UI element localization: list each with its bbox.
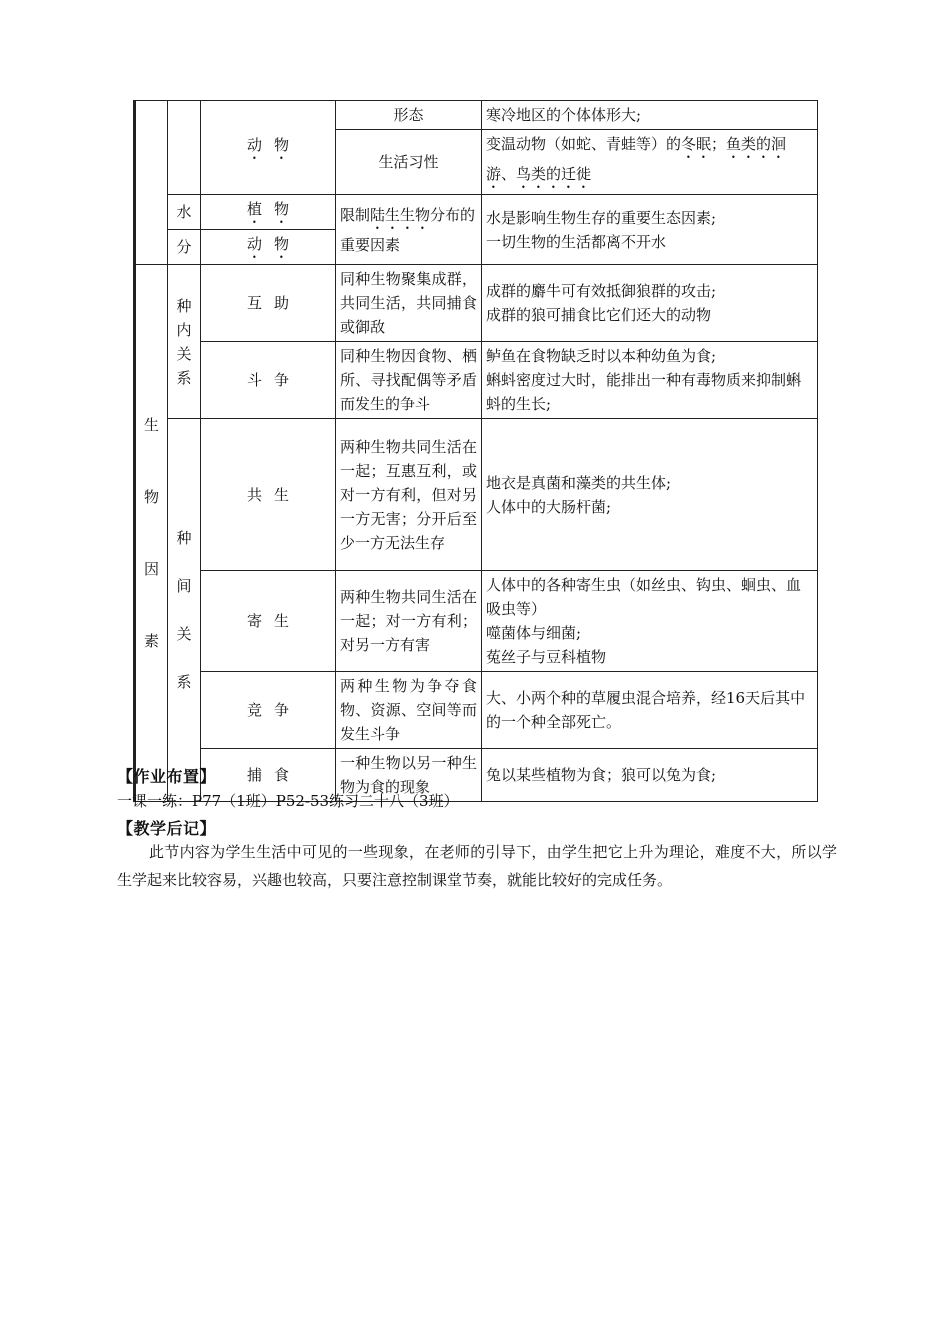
ecology-factor-table <box>133 100 818 802</box>
water-examples: 水是影响生物生存的重要生态因素; 一切生物的生活都离不开水 <box>482 195 818 265</box>
mutual-aid-def: 同种生物聚集成群，共同生活，共同捕食或御敌 <box>336 265 482 342</box>
intraspecific-label: 种 内 关 系 <box>168 265 201 419</box>
struggle-label: 斗争 <box>201 342 336 419</box>
water-label-bottom: 分 <box>168 230 201 265</box>
biotic-factor-label: 生 物 因 素 <box>135 265 168 802</box>
homework-heading: 【作业布置】 <box>117 767 217 786</box>
water-role-desc: 限制陆生生物分布的重要因素 <box>336 195 482 265</box>
reflection-text: 此节内容为学生生活中可见的一些现象，在老师的引导下，由学生把它上升为理论，难度不大，所以学生学起来比较容易，兴趣也较高，只要注意控制课堂节奏，就能比较好的完成任务。 <box>117 843 837 889</box>
struggle-examples: 鲈鱼在食物缺乏时以本种幼鱼为食; 蝌蚪密度过大时，能排出一种有毒物质来抑制蝌蚪的生长; <box>482 342 818 419</box>
parasitism-examples: 人体中的各种寄生虫（如丝虫、钩虫、蛔虫、血吸虫等） 噬菌体与细菌; 菟丝子与豆科植物 <box>482 571 818 672</box>
blank-left-cell <box>135 101 168 265</box>
interspecific-label: 种 间 关 系 <box>168 419 201 802</box>
reflection-heading: 【教学后记】 <box>117 819 217 838</box>
habit-label: 生活习性 <box>336 130 482 195</box>
water-plant-label: 植物 <box>201 195 336 230</box>
water-animal-label: 动物 <box>201 230 336 265</box>
blank-sub-cell <box>168 101 201 195</box>
parasitism-def: 两种生物共同生活在一起；对一方有利；对另一方有害 <box>336 571 482 672</box>
water-label-top: 水 <box>168 195 201 230</box>
morphology-label: 形态 <box>336 101 482 130</box>
competition-label: 竞争 <box>201 672 336 749</box>
struggle-def: 同种生物因食物、栖所、寻找配偶等矛盾而发生的争斗 <box>336 342 482 419</box>
predation-label: 捕食 <box>201 749 336 802</box>
predation-examples: 兔以某些植物为食；狼可以兔为食; <box>482 749 818 802</box>
homework-text: 一课一练：P77（1班）P52-53练习二十八（3班） <box>117 792 459 810</box>
symbiosis-def: 两种生物共同生活在一起；互惠互利，或对一方有利，但对另一方无害；分开后至少一方无法生存 <box>336 419 482 571</box>
symbiosis-examples: 地衣是真菌和藻类的共生体; 人体中的大肠杆菌; <box>482 419 818 571</box>
predation-def: 一种生物以另一种生物为食的现象 <box>336 749 482 802</box>
competition-examples: 大、小两个种的草履虫混合培养，经16天后其中的一个种全部死亡。 <box>482 672 818 749</box>
mutual-aid-label: 互助 <box>201 265 336 342</box>
parasitism-label: 寄生 <box>201 571 336 672</box>
habit-desc: 变温动物（如蛇、青蛙等）的冬眠；鱼类的洄游、鸟类的迁徙 <box>482 130 818 195</box>
competition-def: 两种生物为争夺食物、资源、空间等而发生斗争 <box>336 672 482 749</box>
temp-animal-label: 动物 <box>201 101 336 195</box>
symbiosis-label: 共生 <box>201 419 336 571</box>
morphology-desc: 寒冷地区的个体体形大; <box>482 101 818 130</box>
mutual-aid-examples: 成群的麝牛可有效抵御狼群的攻击; 成群的狼可捕食比它们还大的动物 <box>482 265 818 342</box>
